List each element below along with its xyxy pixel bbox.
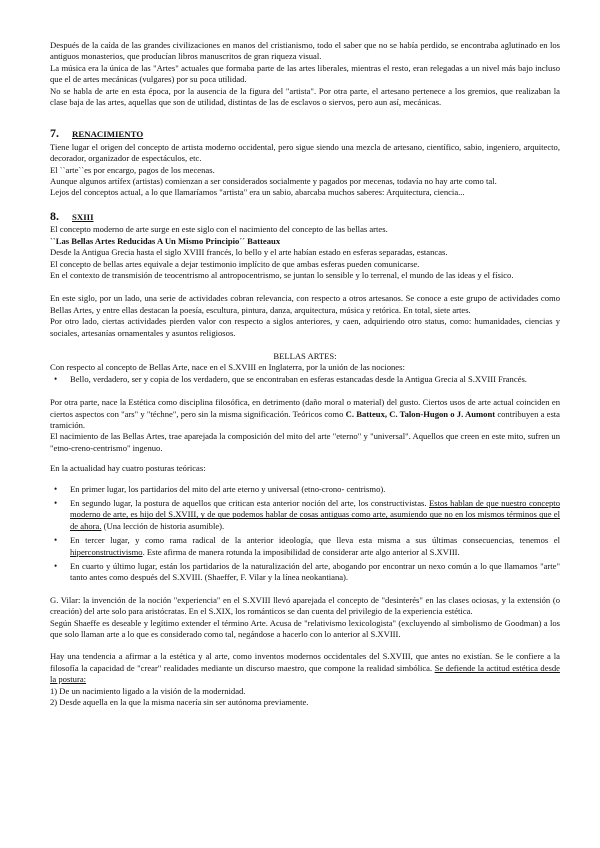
section-8-paragraph-1: El concepto moderno de arte surge en este siglo con el nacimiento del concepto de las bellas artes. [50, 224, 388, 235]
bellas-artes-paragraph-2 [50, 397, 560, 431]
bullet-icon: • [54, 373, 58, 384]
postura-4-text: En cuarto y último lugar, están los partidarios de la naturalización del arte, abogando por encontrar un nexo común a lo que llamamos "arte" tanto antes como después del S.XVIII. (Shaeffer, F. Vilar y la línea neokantiana). [70, 561, 560, 583]
section-7-heading [50, 128, 560, 140]
posturas-list-item [50, 484, 560, 495]
intro-paragraph-2: La música era la única de las "Artes" actuales que formaba parte de las artes liberales, mientras el resto, eran relegadas a un nivel más bajo incluso que el de artes mecánicas (vulgares) por su poca utilidad. [50, 62, 560, 85]
posturas-list-item [50, 535, 560, 558]
section-8-book-title: ``Las Bellas Artes Reducidas A Un Mismo Principio´´ Batteaux [50, 235, 281, 246]
intro-paragraph-1: Después de la caída de las grandes civilizaciones en manos del cristianismo, todo el saber que no se había perdido, se encontraba aglutinado en los antiguos monasterios, que producían libros manuscritos de gran riqueza visual. [50, 40, 560, 62]
document-page [50, 40, 560, 709]
section-8-number: 8. [50, 208, 59, 223]
postura-3-underlined: hiperconstructivismo [70, 546, 143, 557]
postura-3-end: . Este afirma de manera rotunda la imposibilidad de considerar arte algo anterior al S.XVIII. [142, 546, 460, 557]
postura-2-underlined: Estos hablan de que nuestro concepto moderno de arte, es hijo del S.XVIII, y de que podemos hablar de cosas antiguas como arte, asumiendo que no en los mismos términos que el de ahora. [70, 498, 560, 531]
section-8-paragraph-3: Desde la Antigua Grecia hasta el siglo XVIII francés, lo bello y el arte habían estado en esferas separadas, estancas. [50, 247, 448, 258]
postura-1-text: En primer lugar, los partidarios del mito del arte eterno y universal (etno-crono- centrismo). [70, 483, 386, 494]
section-7-paragraph-4: Lejos del conceptos actual, a lo que llamaríamos "artista" era un sabio, abarcaba muchos saberes: Arquitectura, ciencia... [50, 187, 465, 198]
bullet-icon: • [54, 561, 58, 572]
postura-3-text: En tercer lugar, y como rama radical de la anterior ideología, que lleva esta misma a sus últimas consecuencias, tenemos el [70, 535, 560, 546]
section-7-paragraph-3: Aunque algunos artífex (artistas) comienzan a ser considerados socialmente y pagados por mecenas, todavía no hay arte como tal. [50, 176, 497, 187]
theorists-names: C. Batteux, C. Talon-Hugon o J. Aumont [345, 408, 496, 419]
bullet-icon: • [54, 498, 58, 508]
section-8-paragraph-6: En este siglo, por un lado, una serie de actividades cobran relevancia, con respecto a otros artesanos. Se conoce a este grupo de actividades como Bellas Artes, y entre ellas destacan la poesía, escultura, pintura, danza, arquitectura, música y retórica. En total, siete artes. [50, 293, 560, 315]
nociones-list-item [50, 374, 560, 385]
nociones-list [50, 374, 560, 385]
bellas-artes-paragraph-6: Según Shaeffe es deseable y legítimo extender el término Arte. Acusa de "relativismo lexicologista" (excluyendo al simbolismo de Goodman) a los que solo llaman arte a lo que es considerado como tal, negándose a hacerlo con lo anterior al S.XVIII. [50, 617, 560, 640]
bellas-artes-paragraph-4: En la actualidad hay cuatro posturas teóricas: [50, 463, 206, 474]
bellas-artes-paragraph-1: Con respecto al concepto de Bellas Arte, nace en el S.XVIII en Inglaterra, por la unión de las nociones: [50, 362, 405, 373]
bullet-icon: • [54, 483, 58, 494]
section-7-number: 7. [50, 126, 59, 141]
paragraph-7-text: Hay una tendencia a afirmar a la estética y al arte, como inventos modernos occidentales del S.XVIII, que antes no existían. Se le confiere a la filosofía la capacidad de "crear" realidades mediante un discurso maestro, que compone la realidad simbólica. [50, 651, 560, 673]
section-7-paragraph-1: Tiene lugar el origen del concepto de artista moderno occidental, pero sigue siendo una mezcla de artesano, científico, sabio, ingeniero, arquitecto, decorador, organizador de espectáculos, etc. [50, 141, 560, 164]
section-7-paragraph-2: El ``arte``es por encargo, pagos de los mecenas. [50, 164, 215, 175]
section-8-paragraph-4: El concepto de bellas artes equivale a dejar testimonio implícito de que ambas esferas pueden comunicarse. [50, 258, 420, 269]
paragraph-2-text: Por otra parte, nace la Estética como disciplina filosófica, en detrimento (daño moral o material) del gusto. Ciertos usos de arte actual coinciden en ciertos aspectos con "ars" y "téchne", pero sin la misma significación. Teóricos como [50, 397, 560, 419]
section-8-paragraph-7: Por otro lado, ciertas actividades pierden valor con respecto a siglos anteriores, y caen, adquiriendo otro status, como: humanidades, ciencias y sociales, artesanías ornamentales y asuntos religiosos. [50, 316, 560, 338]
paragraph-2-end: contribuyen a esta tramición. [50, 408, 560, 430]
section-8-heading [50, 208, 560, 223]
bellas-artes-paragraph-5: G. Vilar: la invención de la noción "experiencia" en el S.XVIII llevó aparejada el concepto de "desinterés" en las clases ociosas, y la extensión (o creación) del arte solo para aristócratas. En el S.XIX, los románticos se dan cuenta del privilegio de la experiencia estética. [50, 594, 560, 617]
bellas-artes-paragraph-8: 1) De un nacimiento ligado a la visión de la modernidad. [50, 685, 246, 696]
postura-2-end: (Una lección de historia asumible). [101, 520, 225, 531]
intro-paragraph-3: No se habla de arte en esta época, por la ausencia de la figura del "artista". Por otra parte, el artesano pertenece a los gremios, que realizaban la clase baja de las artes, aquellas que son de utilidad, distintas de las de esclavos o siervos, pero aun así, mecánicas. [50, 85, 560, 108]
bellas-artes-paragraph-9: 2) Desde aquella en la que la misma nacería sin ser autónoma previamente. [50, 697, 309, 708]
nociones-item-text: Bello, verdadero, ser y copia de los verdadero, que se encontraban en esferas estancadas desde la Antigua Grecia al S.XVIII Francés. [70, 373, 527, 384]
section-7-title: RENACIMIENTO [72, 129, 144, 140]
posturas-list-item [50, 561, 560, 584]
posturas-list [50, 484, 560, 584]
bellas-artes-paragraph-3: El nacimiento de las Bellas Artes, trae aparejada la composición del mito del arte "eterno" y "universal". Aquellos que creen en este mito, sufren un "etno-creno-centrismo" ingenuo. [50, 431, 560, 453]
paragraph-7-underlined: Se defiende la actitud estética desde la postura: [50, 662, 560, 685]
section-8-title: SXIII [72, 211, 94, 222]
bellas-artes-paragraph-7 [50, 651, 560, 685]
postura-2-text: En segundo lugar, la postura de aquellos que critican esta anterior noción del arte, los constructivistas. [70, 498, 430, 508]
bullet-icon: • [54, 535, 58, 546]
bellas-artes-title: BELLAS ARTES: [273, 350, 337, 361]
section-8-paragraph-5: En el contexto de transmisión de teocentrismo al antropocentrismo, se juntan lo sensible y lo terrenal, el mundo de las ideas y el físico. [50, 269, 514, 280]
posturas-list-item [50, 498, 560, 532]
